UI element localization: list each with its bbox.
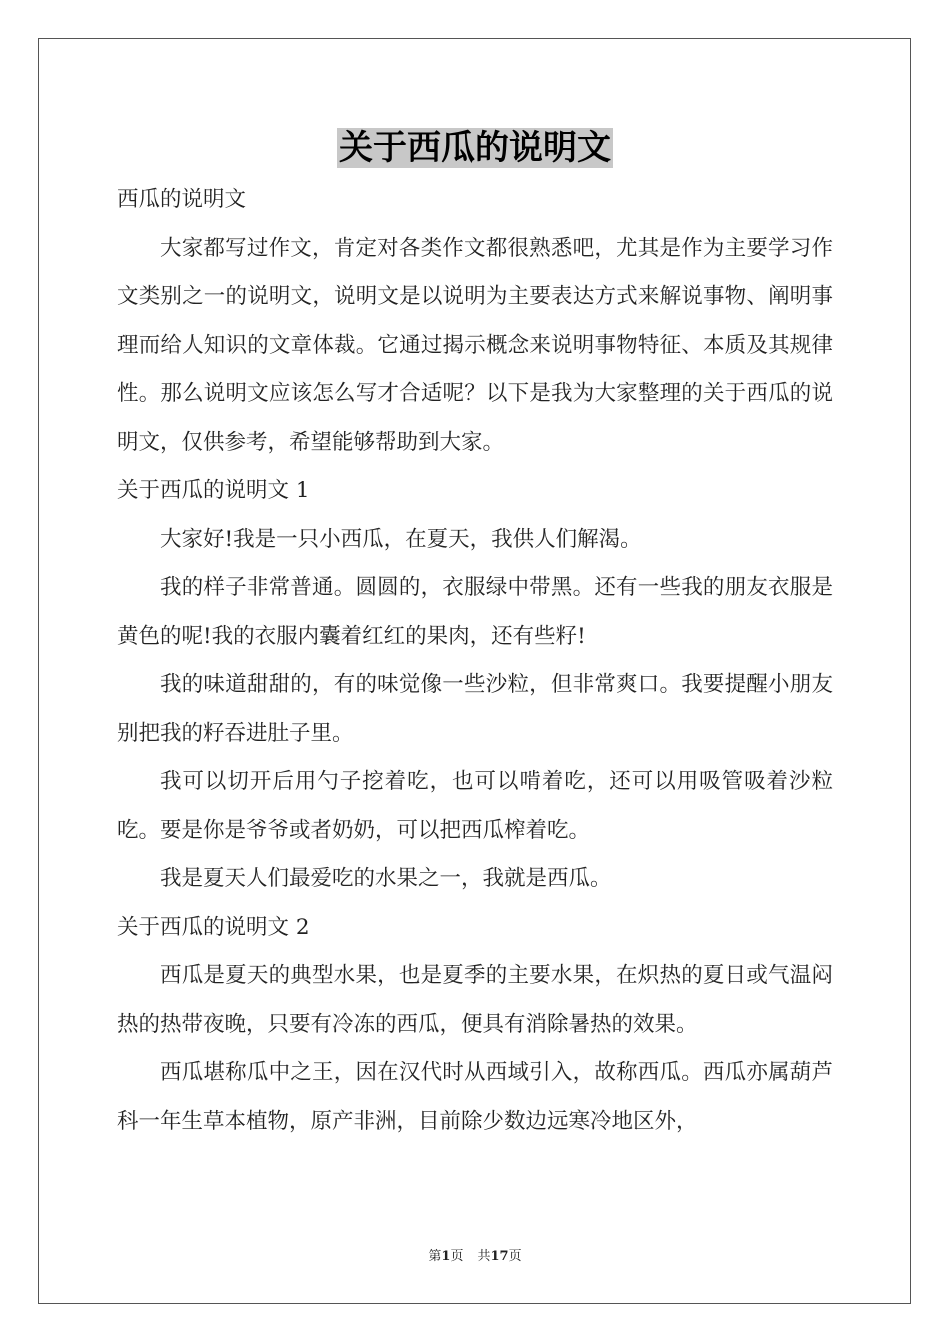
body-paragraph: 西瓜堪称瓜中之王，因在汉代时从西域引入，故称西瓜。西瓜亦属葫芦科一年生草本植物，原产非洲，目前除少数边远寒冷地区外，: [117, 1060, 833, 1134]
page-current: 1: [441, 1249, 451, 1264]
body-paragraph: 我可以切开后用勺子挖着吃，也可以啃着吃，还可以用吸管吸着沙粒吃。要是你是爷爷或者奶奶，可以把西瓜榨着吃。: [117, 769, 833, 843]
total-prefix: 共: [477, 1249, 491, 1264]
page-total: 17: [490, 1249, 509, 1264]
body-paragraph: 我的样子非常普通。圆圆的，衣服绿中带黑。还有一些我的朋友衣服是黄色的呢!我的衣服内囊着红红的果肉，还有些籽!: [117, 575, 833, 649]
document-body: [117, 176, 833, 1146]
body-paragraph: 大家好!我是一只小西瓜，在夏天，我供人们解渴。: [160, 526, 642, 552]
section-heading: 关于西瓜的说明文 2: [117, 914, 310, 940]
document-title: 关于西瓜的说明文: [339, 128, 611, 168]
body-paragraph: 大家都写过作文，肯定对各类作文都很熟悉吧，尤其是作为主要学习作文类别之一的说明文，说明文是以说明为主要表达方式来解说事物、阐明事理而给人知识的文章体裁。它通过揭示概念来说明事物特征、本质及其规律性。那么说明文应该怎么写才合适呢？以下是我为大家整理的关于西瓜的说明文，仅供参考，希望能够帮助到大家。: [117, 235, 833, 455]
total-unit: 页: [508, 1249, 522, 1264]
section-heading: 西瓜的说明文: [117, 187, 247, 212]
body-paragraph: 我是夏天人们最爱吃的水果之一，我就是西瓜。: [160, 866, 612, 891]
page-footer: [0, 1248, 950, 1266]
body-paragraph: 我的味道甜甜的，有的味觉像一些沙粒，但非常爽口。我要提醒小朋友别把我的籽吞进肚子里。: [117, 672, 833, 746]
page-unit: 页: [450, 1249, 464, 1264]
body-paragraph: 西瓜是夏天的典型水果，也是夏季的主要水果，在炽热的夏日或气温闷热的热带夜晚，只要有冷冻的西瓜，便具有消除暑热的效果。: [117, 963, 833, 1037]
section-heading: 关于西瓜的说明文 1: [117, 478, 310, 503]
page-prefix: 第: [428, 1249, 442, 1264]
title-wrap: [0, 128, 950, 168]
